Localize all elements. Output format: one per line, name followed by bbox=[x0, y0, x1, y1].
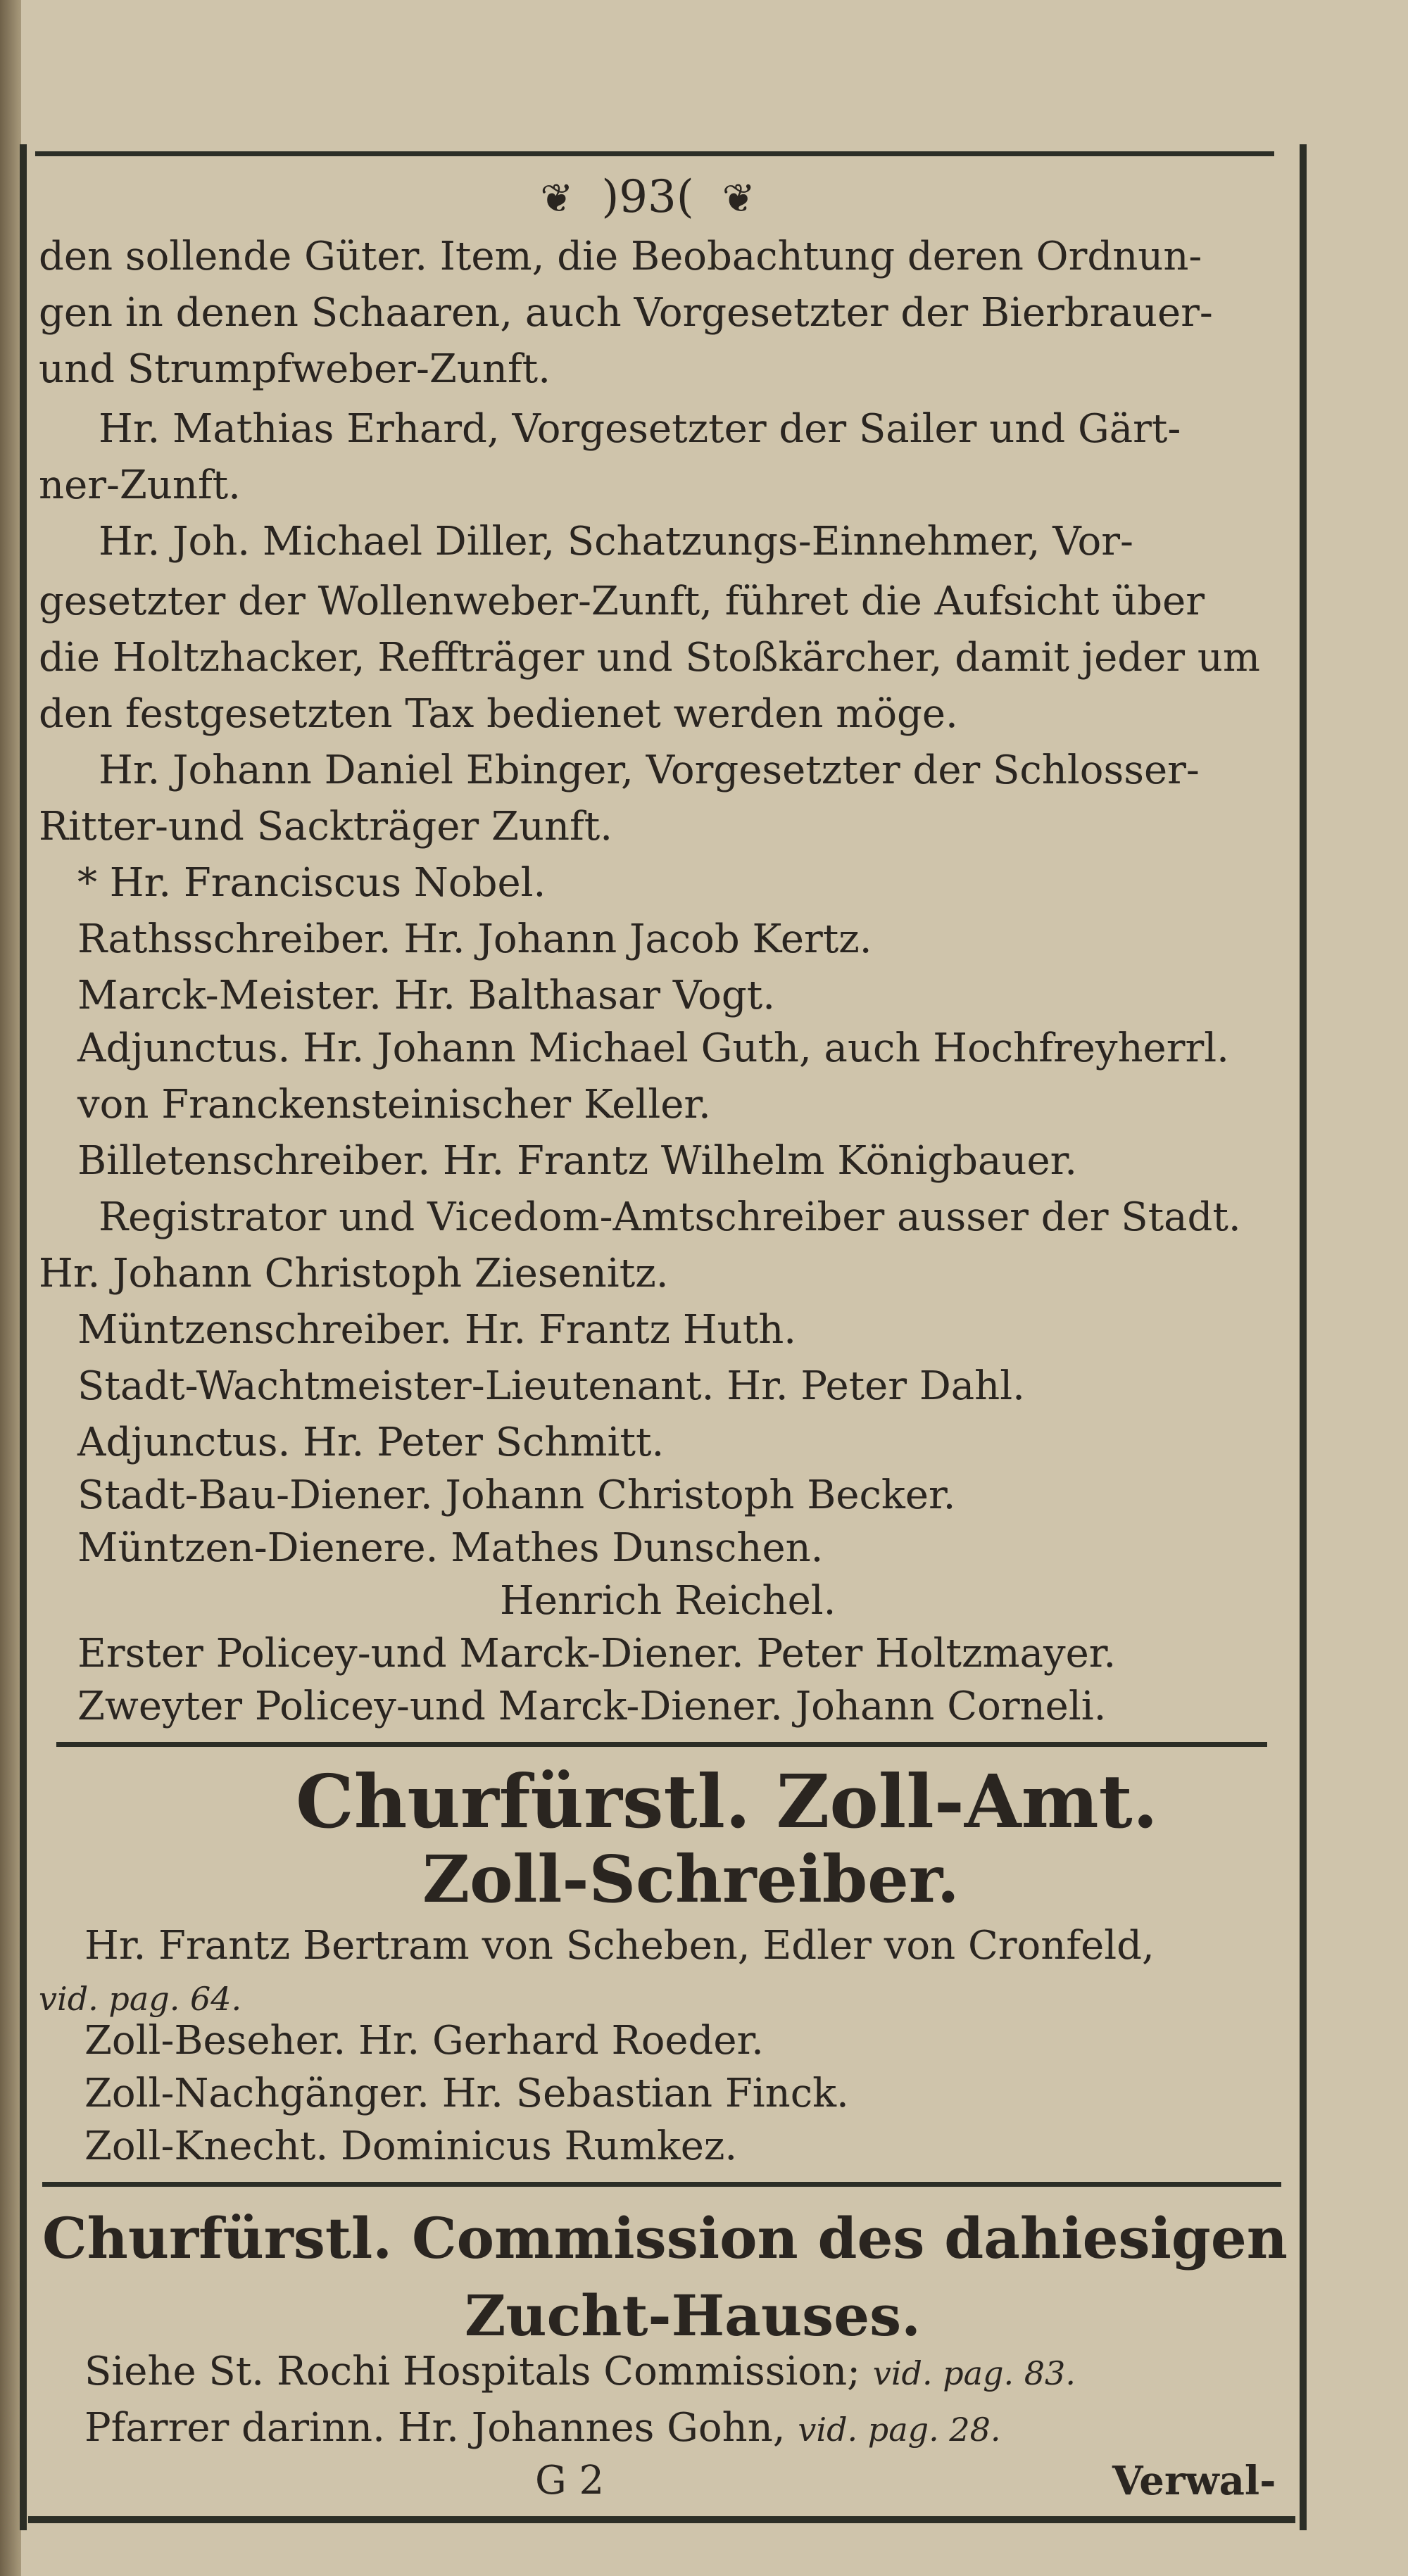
frame-bottom-rule bbox=[28, 2516, 1295, 2523]
body-line: ner-Zunft. bbox=[39, 462, 241, 508]
page-reference: vid. pag. 83. bbox=[872, 2354, 1076, 2392]
body-line: Zoll-Beseher. Hr. Gerhard Roeder. bbox=[84, 2018, 764, 2064]
body-line: den festgesetzten Tax bedienet werden möge. bbox=[39, 691, 958, 737]
body-line: Adjunctus. Hr. Peter Schmitt. bbox=[77, 1420, 665, 1465]
section-subheading: Zoll-Schreiber. bbox=[422, 1841, 960, 1917]
body-line: den sollende Güter. Item, die Beobachtung deren Ordnun- bbox=[39, 234, 1202, 279]
ornament-right-icon: ❦ bbox=[722, 176, 755, 222]
body-line: Erster Policey-und Marck-Diener. Peter Holtzmayer. bbox=[77, 1631, 1117, 1677]
section-heading: Churfürstl. Commission des dahiesigen bbox=[42, 2205, 1288, 2271]
body-line: Hr. Johann Christoph Ziesenitz. bbox=[39, 1251, 669, 1296]
body-line: und Strumpfweber-Zunft. bbox=[39, 346, 551, 392]
body-line: Hr. Frantz Bertram von Scheben, Edler von Cronfeld, bbox=[84, 1923, 1155, 1969]
section-divider bbox=[42, 2182, 1281, 2187]
body-line: Hr. Mathias Erhard, Vorgesetzter der Sailer und Gärt- bbox=[99, 406, 1181, 452]
catchword: Verwal- bbox=[1112, 2458, 1276, 2504]
body-line bbox=[84, 2344, 1076, 2400]
pastor-text: Pfarrer darinn. Hr. Johannes Gohn, bbox=[84, 2405, 786, 2451]
page-reference: vid. pag. 28. bbox=[798, 2411, 1001, 2449]
book-gutter bbox=[0, 0, 21, 2576]
body-line: gesetzter der Wollenweber-Zunft, führet die Aufsicht über bbox=[39, 579, 1205, 624]
body-line: gen in denen Schaaren, auch Vorgesetzter der Bierbrauer- bbox=[39, 290, 1213, 336]
body-line: * Hr. Franciscus Nobel. bbox=[77, 860, 546, 906]
body-line: Zoll-Nachgänger. Hr. Sebastian Finck. bbox=[84, 2071, 849, 2116]
body-line: Müntzen-Dienere. Mathes Dunschen. bbox=[77, 1525, 824, 1571]
page-reference: vid. pag. 64. bbox=[39, 1980, 242, 2018]
body-line bbox=[84, 2400, 1000, 2456]
section-heading: Churfürstl. Zoll-Amt. bbox=[296, 1758, 1158, 1845]
body-line: Rathsschreiber. Hr. Johann Jacob Kertz. bbox=[77, 916, 872, 962]
commission-text: Siehe St. Rochi Hospitals Commission; bbox=[84, 2349, 861, 2394]
body-line: Henrich Reichel. bbox=[500, 1578, 836, 1624]
signature-mark: G 2 bbox=[535, 2458, 605, 2504]
body-line: Ritter-und Sackträger Zunft. bbox=[39, 804, 613, 850]
top-rule bbox=[35, 151, 1274, 156]
section-heading-continued: Zucht-Hauses. bbox=[465, 2283, 922, 2349]
body-line: von Franckensteinischer Keller. bbox=[77, 1082, 711, 1128]
body-line: Marck-Meister. Hr. Balthasar Vogt. bbox=[77, 973, 776, 1018]
page-header bbox=[436, 165, 859, 229]
ornament-left-icon: ❦ bbox=[540, 176, 574, 222]
body-line: Stadt-Bau-Diener. Johann Christoph Becker. bbox=[77, 1472, 956, 1518]
body-line: Registrator und Vicedom-Amtschreiber ausser der Stadt. bbox=[99, 1194, 1241, 1240]
body-line: Hr. Johann Daniel Ebinger, Vorgesetzter der Schlosser- bbox=[99, 747, 1200, 793]
page-number: )93( bbox=[601, 171, 694, 223]
body-line: Zweyter Policey-und Marck-Diener. Johann Corneli. bbox=[77, 1684, 1107, 1729]
body-line: Hr. Joh. Michael Diller, Schatzungs-Einnehmer, Vor- bbox=[99, 519, 1133, 564]
body-line: Müntzenschreiber. Hr. Frantz Huth. bbox=[77, 1307, 797, 1353]
body-line: Stadt-Wachtmeister-Lieutenant. Hr. Peter Dahl. bbox=[77, 1363, 1025, 1409]
body-line: Adjunctus. Hr. Johann Michael Guth, auch Hochfreyherrl. bbox=[77, 1025, 1229, 1071]
section-divider bbox=[56, 1742, 1267, 1747]
body-line: Zoll-Knecht. Dominicus Rumkez. bbox=[84, 2123, 738, 2169]
body-line: Billetenschreiber. Hr. Frantz Wilhelm Königbauer. bbox=[77, 1138, 1078, 1184]
body-line: die Holtzhacker, Reffträger und Stoßkärcher, damit jeder um bbox=[39, 635, 1261, 681]
